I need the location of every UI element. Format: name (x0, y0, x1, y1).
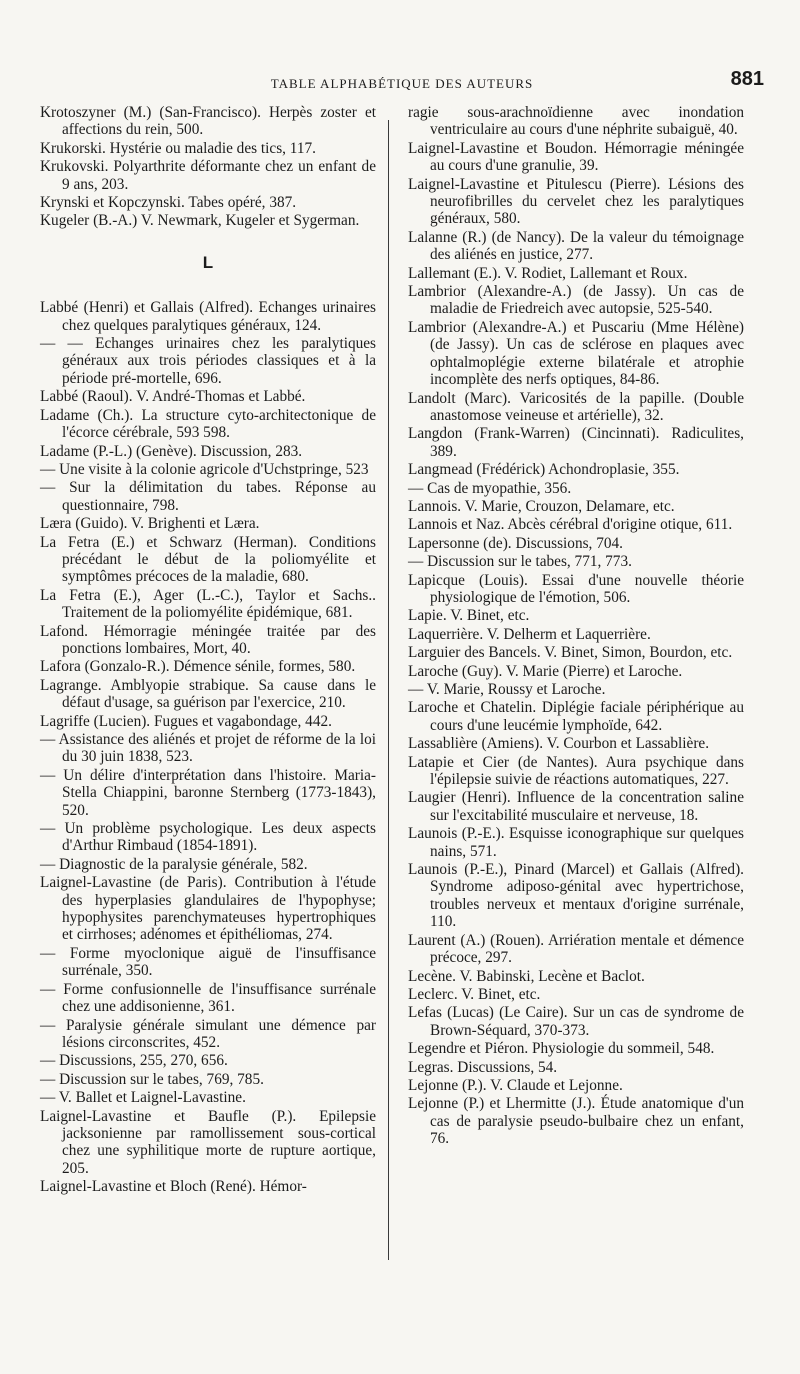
index-entry: Krynski et Kopczynski. Tabes opéré, 387. (40, 194, 297, 212)
index-entry: — Une visite à la colonie agricole d'Uchstpringe, 523 (40, 460, 369, 478)
index-entry: Lambrior (Alexandre-A.) (de Jassy). Un cas de maladie de Friedreich avec autopsie, 525-540. (408, 283, 744, 318)
index-entry: Lagrange. Amblyopie strabique. Sa cause dans le défaut d'usage, sa guérison par l'exercice, 210. (40, 676, 376, 712)
index-entry: Laignel-Lavastine (de Paris). Contribution à l'étude des hyperplasies glandulaires de l'hypophyse; hypophysites parenchymateuses hypertrophiques et cirrhoses; adénomes et épithéliomas, 274. (40, 874, 376, 944)
index-entry: Lejonne (P.). V. Claude et Lejonne. (408, 1076, 623, 1094)
page-number: 881 (730, 68, 764, 90)
index-entry: — Cas de myopathie, 356. (408, 479, 572, 497)
index-entry: — V. Marie, Roussy et Laroche. (408, 681, 606, 698)
index-entry: — — Echanges urinaires chez les paralytiques généraux aux trois périodes classiques et à la période pré-mortelle, 696. (40, 335, 376, 387)
index-entry: — V. Ballet et Laignel-Lavastine. (40, 1089, 246, 1107)
index-entry: Launois (P.-E.), Pinard (Marcel) et Gallais (Alfred). Syndrome adiposo-génital avec hypertrichose, troubles nerveux et mentaux d'origine surrénale, 110. (408, 861, 744, 931)
index-entry: Krukorski. Hystérie ou maladie des tics, 117. (40, 139, 316, 157)
index-entry: Ladame (P.-L.) (Genève). Discussion, 283. (40, 442, 303, 460)
index-entry: Laurent (A.) (Rouen). Arriération mentale et démence précoce, 297. (408, 931, 744, 967)
index-entry: ragie sous-arachnoïdienne avec inondation ventriculaire au cours d'une néphrite subaiguë, 40. (408, 104, 744, 139)
index-entry: Lassablière (Amiens). V. Courbon et Lassablière. (408, 735, 710, 753)
index-entry: Ladame (Ch.). La structure cyto-architectonique de l'écorce cérébrale, 593 598. (40, 406, 376, 442)
index-entry: Launois (P.-E.). Esquisse iconographique sur quelques nains, 571. (408, 825, 744, 860)
index-entry: Laroche et Chatelin. Diplégie faciale périphérique au cours d'une leucémie lymphoïde, 642. (408, 699, 744, 734)
index-entry: — Forme confusionnelle de l'insuffisance surrénale chez une addisonienne, 361. (40, 980, 376, 1016)
index-entry: Latapie et Cier (de Nantes). Aura psychique dans l'épilepsie suivie de réactions automatiques, 227. (408, 753, 744, 789)
index-entry: Labbé (Raoul). V. André-Thomas et Labbé. (40, 388, 306, 406)
index-entry: Laugier (Henri). Influence de la concentration saline sur l'excitabilité musculaire et nerveuse, 18. (408, 789, 744, 824)
index-entry: Laignel-Lavastine et Boudon. Hémorragie méningée au cours d'une granulie, 39. (408, 139, 744, 175)
index-entry: Lapicque (Louis). Essai d'une nouvelle théorie physiologique de l'émotion, 506. (408, 571, 744, 606)
index-entry: Krotoszyner (M.) (San-Francisco). Herpès zoster et affections du rein, 500. (40, 104, 376, 139)
right-column (408, 104, 744, 1149)
index-entry: Lafond. Hémorragie méningée traitée par des ponctions lombaires, Mort, 40. (40, 622, 376, 657)
index-entry: — Forme myoclonique aiguë de l'insuffisance surrénale, 350. (40, 944, 376, 980)
running-title: TABLE ALPHABÉTIQUE DES AUTEURS (270, 76, 534, 91)
index-entry: — Un délire d'interprétation dans l'histoire. Maria-Stella Chiappini, baronne Sternberg (1773-1843), 520. (40, 766, 376, 819)
index-entry: — Un problème psychologique. Les deux aspects d'Arthur Rimbaud (1854-1891). (40, 820, 376, 855)
index-entry: Lapersonne (de). Discussions, 704. (408, 534, 623, 552)
index-entry: Leclerc. V. Binet, etc. (408, 985, 541, 1003)
index-entry: Lallemant (E.). V. Rodiet, Lallemant et Roux. (408, 264, 688, 282)
index-entry: Krukovski. Polyarthrite déformante chez un enfant de 9 ans, 203. (40, 158, 376, 193)
index-entry: — Diagnostic de la paralysie générale, 582. (40, 855, 308, 873)
index-entry: Lannois et Naz. Abcès cérébral d'origine otique, 611. (408, 516, 733, 534)
index-entry: Labbé (Henri) et Gallais (Alfred). Echanges urinaires chez quelques paralytiques généraux, 124. (40, 299, 376, 334)
index-entry: Kugeler (B.-A.) V. Newmark, Kugeler et Sygerman. (40, 212, 360, 230)
index-entry: Langdon (Frank-Warren) (Cincinnati). Radiculites, 389. (408, 425, 744, 460)
index-entry: Landolt (Marc). Varicosités de la papille. (Double anastomose veineuse et artérielle), 32. (408, 389, 744, 424)
index-entry: Laignel-Lavastine et Pitulescu (Pierre). Lésions des neurofibrilles du cervelet chez les paralytiques généraux, 580. (408, 175, 744, 228)
index-entry: — Sur la délimitation du tabes. Réponse au questionnaire, 798. (40, 479, 376, 514)
index-entry: Langmead (Frédérick) Achondroplasie, 355. (408, 461, 680, 479)
index-entry: Lambrior (Alexandre-A.) et Puscariu (Mme Hélène) (de Jassy). Un cas de sclérose en plaques avec ophtalmoplégie externe bilatérale et atrophie incomplète des nerfs optiques, 84-86. (408, 318, 744, 389)
index-entry: La Fetra (E.), Ager (L.-C.), Taylor et Sachs.. Traitement de la poliomyélite épidémique, 681. (40, 586, 376, 622)
index-entry: Legendre et Piéron. Physiologie du sommeil, 548. (408, 1040, 715, 1058)
index-entry: Lagriffe (Lucien). Fugues et vagabondage, 442. (40, 712, 332, 730)
index-entry: Lejonne (P.) et Lhermitte (J.). Étude anatomique d'un cas de paralysie pseudo-bulbaire chez un enfant, 76. (408, 1095, 744, 1148)
index-entry: — Assistance des aliénés et projet de réforme de la loi du 30 juin 1838, 523. (40, 731, 376, 766)
index-entry: Lecène. V. Babinski, Lecène et Baclot. (408, 967, 645, 985)
column-divider (388, 120, 389, 1260)
index-entry: — Discussion sur le tabes, 769, 785. (40, 1070, 264, 1088)
index-entry: Lannois. V. Marie, Crouzon, Delamare, etc. (408, 497, 675, 515)
index-entry: Legras. Discussions, 54. (408, 1058, 558, 1076)
index-entry: Larguier des Bancels. V. Binet, Simon, Bourdon, etc. (408, 644, 733, 662)
index-entry: — Discussions, 255, 270, 656. (40, 1052, 228, 1070)
index-entry: Laroche (Guy). V. Marie (Pierre) et Laroche. (408, 662, 683, 680)
left-column (40, 104, 376, 1197)
section-letter: L (202, 252, 214, 272)
index-entry: Laignel-Lavastine et Bloch (René). Hémor- (40, 1178, 307, 1196)
index-entry: — Discussion sur le tabes, 771, 773. (408, 553, 632, 571)
index-entry: Laignel-Lavastine et Baufle (P.). Epilepsie jacksonienne par ramollissement sous-cortical chez une syphilitique morte de rupture aortique, 205. (40, 1107, 376, 1177)
index-entry: Laquerrière. V. Delherm et Laquerrière. (408, 625, 651, 643)
index-entry: La Fetra (E.) et Schwarz (Herman). Conditions précédant le début de la poliomyélite et symptômes précoces de la maladie, 680. (40, 533, 376, 586)
index-entry: — Paralysie générale simulant une démence par lésions circonscrites, 452. (40, 1016, 376, 1051)
index-entry: Lefas (Lucas) (Le Caire). Sur un cas de syndrome de Brown-Séquard, 370-373. (408, 1004, 744, 1039)
index-entry: Lafora (Gonzalo-R.). Démence sénile, formes, 580. (40, 658, 356, 676)
index-entry: Lalanne (R.) (de Nancy). De la valeur du témoignage des aliénés en justice, 277. (408, 228, 744, 264)
page-header (40, 68, 764, 92)
index-entry: Lapie. V. Binet, etc. (408, 607, 530, 625)
index-entry: Læra (Guido). V. Brighenti et Læra. (40, 515, 260, 533)
